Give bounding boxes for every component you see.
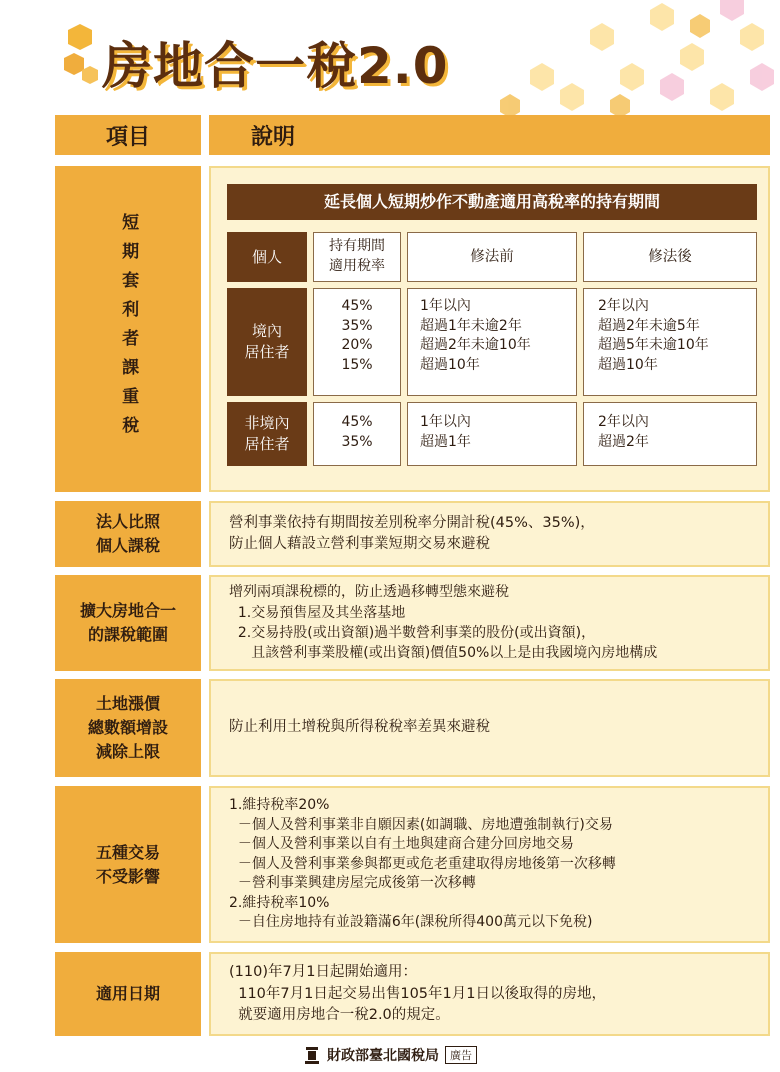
row-corporate xyxy=(55,501,770,567)
table-title: 延長個人短期炒作不動產適用高稅率的持有期間 xyxy=(227,184,757,220)
row-label: 法人比照 個人課稅 xyxy=(55,501,201,567)
row-five-transactions xyxy=(55,786,770,943)
row-content xyxy=(209,786,770,943)
text-line: 就要適用房地合一稅2.0的規定。 xyxy=(229,1006,450,1023)
text-line: 營利事業依持有期間按差別稅率分開計稅(45%、35%)， xyxy=(229,514,595,531)
row-land-increment xyxy=(55,679,770,777)
row-effective-date xyxy=(55,952,770,1036)
col-person: 個人 xyxy=(227,232,307,282)
ad-badge: 廣告 xyxy=(445,1046,477,1064)
col-before: 修法前 xyxy=(407,232,577,282)
text-line: 防止利用土增稅與所得稅稅率差異來避稅 xyxy=(229,719,490,736)
header-item: 項目 xyxy=(55,115,201,155)
hexagon-logo-icon xyxy=(62,22,106,92)
text-line: (110)年7月1日起開始適用： xyxy=(229,964,417,981)
row-label: 五種交易 不受影響 xyxy=(55,786,201,943)
before-resident: 1年以內 超過1年未逾2年 超過2年未逾10年 超過10年 xyxy=(407,288,577,396)
text-line: 防止個人藉設立營利事業短期交易來避稅 xyxy=(229,536,490,552)
text-line: －個人及營利事業非自願因素(如調職、房地遭強制執行)交易 xyxy=(229,816,613,833)
label-char: 短期套利者課重稅 xyxy=(118,213,139,445)
text-line: 1.維持稅率20% xyxy=(229,796,330,813)
before-nonresident: 1年以內 超過1年 xyxy=(407,402,577,466)
text-line: －自住房地持有並設籍滿6年(課稅所得400萬元以下免稅) xyxy=(229,914,593,931)
col-after: 修法後 xyxy=(583,232,757,282)
rates-resident: 45% 35% 20% 15% xyxy=(313,288,401,396)
header-desc: 說明 xyxy=(209,115,770,155)
row-content xyxy=(209,501,770,567)
row-content xyxy=(209,679,770,777)
text-line: 2.交易持股(或出資額)過半數營利事業的股份(或出資額)， xyxy=(229,625,596,641)
footer xyxy=(0,1043,780,1067)
row-short-term xyxy=(55,166,770,492)
after-nonresident: 2年以內 超過2年 xyxy=(583,402,757,466)
group-nonresident: 非境內 居住者 xyxy=(227,402,307,466)
holding-period-table xyxy=(227,184,757,484)
text-line: 增列兩項課稅標的，防止透過移轉型態來避稅 xyxy=(229,584,509,601)
text-line: －個人及營利事業參與都更或危老重建取得房地後第一次移轉 xyxy=(229,855,616,872)
emblem-icon xyxy=(303,1045,321,1065)
row-label xyxy=(55,166,201,492)
row-label: 擴大房地合一 的課稅範圍 xyxy=(55,575,201,671)
row-expand-scope xyxy=(55,575,770,671)
page-title: 房地合一稅2.0 xyxy=(102,37,449,95)
col-rate: 持有期間 適用稅率 xyxy=(313,232,401,282)
footer-org: 財政部臺北國稅局 xyxy=(327,1048,439,1064)
text-line: 1.交易預售屋及其坐落基地 xyxy=(229,604,406,621)
row-label: 土地漲價 總數額增設 減除上限 xyxy=(55,679,201,777)
text-line: －個人及營利事業以自有土地與建商合建分回房地交易 xyxy=(229,836,574,853)
text-line: 2.維持稅率10% xyxy=(229,894,330,911)
group-resident: 境內 居住者 xyxy=(227,288,307,396)
rates-nonresident: 45% 35% xyxy=(313,402,401,466)
text-line: 且該營利事業股權(或出資額)價值50%以上是由我國境內房地構成 xyxy=(229,645,658,662)
title-area xyxy=(62,12,482,102)
hexagon-pattern-decoration xyxy=(490,0,780,120)
table-header xyxy=(55,115,770,155)
after-resident: 2年以內 超過2年未逾5年 超過5年未逾10年 超過10年 xyxy=(583,288,757,396)
row-label: 適用日期 xyxy=(55,952,201,1036)
text-line: 110年7月1日起交易出售105年1月1日以後取得的房地， xyxy=(229,985,606,1002)
text-line: －營利事業興建房屋完成後第一次移轉 xyxy=(229,875,476,892)
row-content xyxy=(209,952,770,1036)
row-content xyxy=(209,575,770,671)
row-content xyxy=(209,166,770,492)
